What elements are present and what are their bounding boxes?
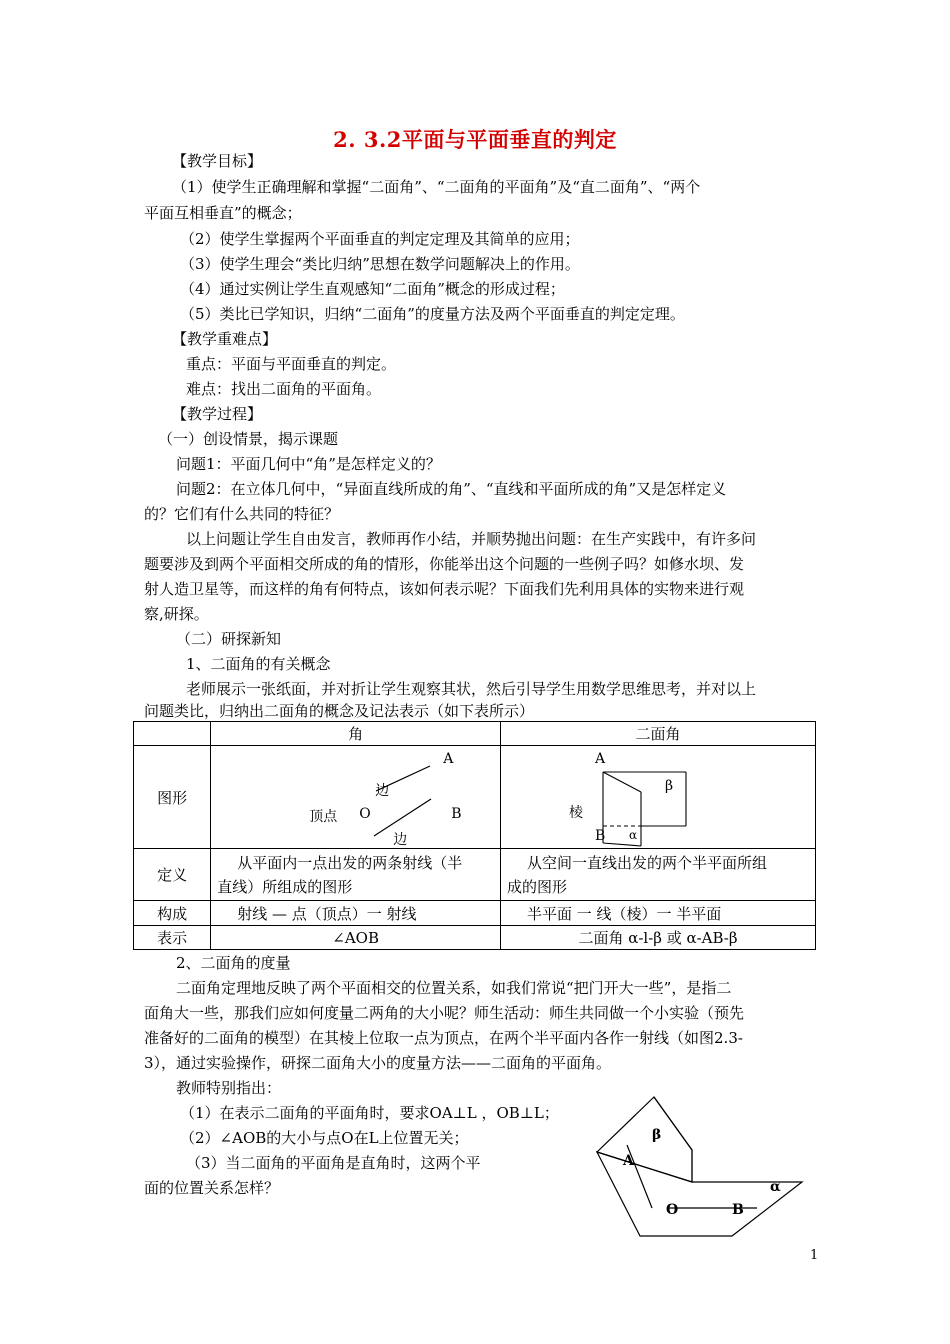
angle-label-o: O — [359, 806, 371, 822]
para1-d: 察,研探。 — [144, 605, 209, 623]
key-point: 重点：平面与平面垂直的判定。 — [186, 355, 397, 373]
angle-composition: 射线 — 点（顶点）一 射线 — [211, 901, 501, 926]
part1-heading: （一）创设情景，揭示课题 — [158, 430, 339, 448]
plane-beta — [597, 1097, 692, 1182]
section2-para-b: 面角大一些，那我们应如何度量二两角的大小呢？师生活动：师生共同做一个小实验（预先 — [144, 1004, 745, 1022]
angle-label-side1: 边 — [375, 783, 390, 799]
row-composition-label: 构成 — [134, 901, 211, 926]
objective-4: （4）通过实例让学生直观感知“二面角”概念的形成过程； — [180, 280, 565, 298]
part2-heading: （二）研探新知 — [176, 630, 282, 648]
angle-label-vertex: 顶点 — [309, 809, 338, 825]
section1-heading: 1、二面角的有关概念 — [186, 655, 331, 673]
comparison-table — [133, 721, 816, 950]
dihedral-label-a: A — [595, 751, 606, 767]
page-title: 2. 3.2平面与平面垂直的判定 — [333, 127, 617, 152]
figure-label-beta: β — [652, 1127, 662, 1143]
objective-1a: （1）使学生正确理解和掌握“二面角”、“二面角的平面角”及“直二面角”、“两个 — [172, 178, 701, 196]
note-3a: （3）当二面角的平面角是直角时，这两个平 — [186, 1154, 481, 1172]
section1-para-a: 老师展示一张纸面，并对折让学生观察其状，然后引导学生用数学思维思考，并对以上 — [186, 680, 757, 698]
section2-para-c: 准备好的二面角的模型）在其棱上位取一点为顶点，在两个半平面内各作一射线（如图2.3- — [144, 1029, 743, 1047]
figure-label-a: A — [623, 1153, 634, 1169]
note-3b: 面的位置关系怎样？ — [144, 1179, 280, 1197]
dihedral-definition-b: 成的图形 — [507, 877, 568, 896]
section1-para-b: 问题类比，归纳出二面角的概念及记法表示（如下表所示） — [144, 702, 535, 720]
dihedral-label-beta: β — [665, 778, 674, 794]
note-1: （1）在表示二面角的平面角时，要求OA⊥L ，OB⊥L； — [180, 1104, 559, 1122]
row-representation-label: 表示 — [134, 926, 211, 950]
header-angle: 角 — [211, 722, 501, 746]
para1-c: 射人造卫星等，而这样的角有何特点，该如何表示呢？下面我们先利用具体的实物来进行观 — [144, 580, 745, 598]
angle-label-side2: 边 — [393, 832, 408, 848]
dihedral-label-b: B — [595, 828, 606, 844]
dihedral-representation: 二面角 α-l-β 或 α-AB-β — [501, 926, 816, 950]
angle-definition-b: 直线）所组成的图形 — [217, 877, 353, 896]
para1-b: 题要涉及到两个平面相交所成的角的情形，你能举出这个问题的一些例子吗？如修水坝、发 — [144, 555, 745, 573]
row-figure-label: 图形 — [134, 746, 211, 849]
dihedral-definition-a: 从空间一直线出发的两个半平面所组 — [527, 853, 768, 872]
dihedral-label-alpha: α — [629, 828, 638, 842]
angle-representation: ∠AOB — [211, 926, 501, 950]
objective-1b: 平面互相垂直”的概念； — [144, 204, 302, 222]
objective-5: （5）类比已学知识，归纳“二面角”的度量方法及两个平面垂直的判定定理。 — [180, 305, 685, 323]
row-definition-label: 定义 — [134, 849, 211, 901]
angle-definition — [211, 849, 501, 901]
section2-heading: 2、二面角的度量 — [176, 954, 291, 972]
dihedral-diagram — [501, 746, 813, 848]
figure-label-alpha: α — [770, 1179, 781, 1195]
dihedral-definition — [501, 849, 816, 901]
objective-2: （2）使学生掌握两个平面垂直的判定定理及其简单的应用； — [180, 230, 580, 248]
difficulties-heading: 【教学重难点】 — [172, 330, 278, 348]
dihedral-figure-cell — [501, 746, 816, 849]
page-number: 1 — [810, 1248, 819, 1263]
figure-label-o: O — [666, 1202, 679, 1218]
note-2: （2）∠AOB的大小与点O在L上位置无关； — [180, 1129, 469, 1147]
objectives-heading: 【教学目标】 — [172, 152, 263, 170]
question-2b: 的？它们有什么共同的特征？ — [144, 505, 340, 523]
angle-label-b: B — [451, 806, 462, 822]
section2-para-d: 3），通过实验操作，研探二面角大小的度量方法——二面角的平面角。 — [144, 1054, 612, 1072]
angle-label-a: A — [443, 751, 454, 767]
question-2a: 问题2：在立体几何中，“异面直线所成的角”、“直线和平面所成的角”又是怎样定义 — [176, 480, 727, 498]
objective-3: （3）使学生理会“类比归纳”思想在数学问题解决上的作用。 — [180, 255, 580, 273]
dihedral-composition: 半平面 一 线（棱）一 半平面 — [501, 901, 816, 926]
hard-point: 难点：找出二面角的平面角。 — [186, 380, 382, 398]
angle-figure-cell — [211, 746, 501, 849]
header-dihedral: 二面角 — [501, 722, 816, 746]
figure-label-b: B — [732, 1202, 744, 1218]
dihedral-label-edge: 棱 — [569, 805, 583, 821]
process-heading: 【教学过程】 — [172, 405, 263, 423]
section2-para-a: 二面角定理地反映了两个平面相交的位置关系，如我们常说“把门开大一些”，是指二 — [176, 979, 732, 997]
question-1: 问题1：平面几何中“角”是怎样定义的？ — [176, 455, 441, 473]
dihedral-model-figure — [592, 1090, 822, 1250]
table-corner — [134, 722, 211, 746]
para1-a: 以上问题让学生自由发言，教师再作小结，并顺势抛出问题：在生产实践中，有许多问 — [186, 530, 757, 548]
teacher-note: 教师特别指出： — [176, 1079, 282, 1097]
angle-definition-a: 从平面内一点出发的两条射线（半 — [237, 853, 463, 872]
